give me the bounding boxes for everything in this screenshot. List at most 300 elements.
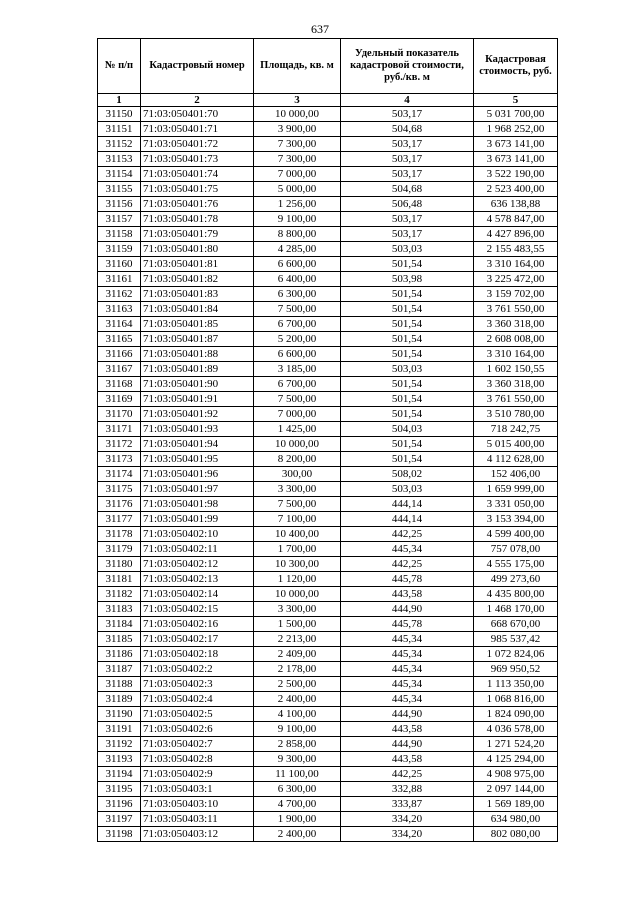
specific-value-cell: 501,54 [341,332,474,347]
table-row [98,692,558,707]
table-row [98,542,558,557]
specific-value-cell: 508,02 [341,467,474,482]
cadastral-number-cell: 71:03:050403:10 [141,797,254,812]
specific-value-cell: 504,68 [341,182,474,197]
column-number: 4 [341,94,474,107]
specific-value-cell: 501,54 [341,257,474,272]
cadastral-value-cell: 1 271 524,20 [474,737,558,752]
cadastral-number-cell: 71:03:050402:17 [141,632,254,647]
cadastral-number-cell: 71:03:050401:72 [141,137,254,152]
table-row [98,152,558,167]
column-number: 5 [474,94,558,107]
specific-value-cell: 503,03 [341,242,474,257]
cadastral-value-cell: 5 015 400,00 [474,437,558,452]
cadastral-value-cell: 1 068 816,00 [474,692,558,707]
cadastral-value-cell: 5 031 700,00 [474,107,558,122]
area-cell: 7 500,00 [254,497,341,512]
cadastral-value-cell: 1 602 150,55 [474,362,558,377]
specific-value-cell: 504,03 [341,422,474,437]
cadastral-number-cell: 71:03:050401:89 [141,362,254,377]
area-cell: 2 178,00 [254,662,341,677]
table-row [98,167,558,182]
table-row [98,587,558,602]
cadastral-number-cell: 71:03:050401:99 [141,512,254,527]
table-row [98,242,558,257]
row-number-cell: 31181 [98,572,141,587]
cadastral-number-cell: 71:03:050401:81 [141,257,254,272]
cadastral-value-cell: 3 310 164,00 [474,347,558,362]
area-cell: 6 700,00 [254,377,341,392]
table-row [98,257,558,272]
area-cell: 9 100,00 [254,212,341,227]
row-number-cell: 31195 [98,782,141,797]
specific-value-cell: 445,34 [341,692,474,707]
area-cell: 1 425,00 [254,422,341,437]
row-number-cell: 31150 [98,107,141,122]
area-cell: 6 400,00 [254,272,341,287]
cadastral-number-cell: 71:03:050401:75 [141,182,254,197]
cadastral-value-cell: 1 113 350,00 [474,677,558,692]
area-cell: 2 409,00 [254,647,341,662]
area-cell: 11 100,00 [254,767,341,782]
header-area: Площадь, кв. м [254,39,341,94]
area-cell: 4 100,00 [254,707,341,722]
specific-value-cell: 444,90 [341,707,474,722]
cadastral-value-cell: 4 427 896,00 [474,227,558,242]
area-cell: 6 600,00 [254,257,341,272]
table-row [98,107,558,122]
specific-value-cell: 504,68 [341,122,474,137]
specific-value-cell: 503,17 [341,107,474,122]
row-number-cell: 31185 [98,632,141,647]
area-cell: 1 900,00 [254,812,341,827]
header-row [98,39,558,94]
column-number: 1 [98,94,141,107]
cadastral-value-cell: 718 242,75 [474,422,558,437]
row-number-cell: 31170 [98,407,141,422]
table-row [98,272,558,287]
specific-value-cell: 443,58 [341,587,474,602]
area-cell: 9 300,00 [254,752,341,767]
table-row [98,362,558,377]
area-cell: 2 400,00 [254,692,341,707]
area-cell: 7 300,00 [254,137,341,152]
row-number-cell: 31163 [98,302,141,317]
table-row [98,812,558,827]
table-row [98,737,558,752]
cadastral-value-cell: 636 138,88 [474,197,558,212]
area-cell: 9 100,00 [254,722,341,737]
cadastral-value-cell: 3 522 190,00 [474,167,558,182]
cadastral-number-cell: 71:03:050401:85 [141,317,254,332]
cadastral-number-cell: 71:03:050401:79 [141,227,254,242]
table-row [98,422,558,437]
specific-value-cell: 445,78 [341,572,474,587]
cadastral-number-cell: 71:03:050401:97 [141,482,254,497]
cadastral-number-cell: 71:03:050401:88 [141,347,254,362]
specific-value-cell: 501,54 [341,437,474,452]
header-specific-value: Удельный показатель кадастровой стоимости, руб./кв. м [341,39,474,94]
table-row [98,182,558,197]
specific-value-cell: 445,34 [341,632,474,647]
cadastral-number-cell: 71:03:050401:80 [141,242,254,257]
cadastral-value-cell: 4 125 294,00 [474,752,558,767]
cadastral-number-cell: 71:03:050401:92 [141,407,254,422]
column-number: 3 [254,94,341,107]
row-number-cell: 31189 [98,692,141,707]
header-cadastral-value: Кадастровая стоимость, руб. [474,39,558,94]
row-number-cell: 31190 [98,707,141,722]
row-number-cell: 31162 [98,287,141,302]
cadastral-number-cell: 71:03:050403:11 [141,812,254,827]
row-number-cell: 31173 [98,452,141,467]
row-number-cell: 31188 [98,677,141,692]
table-row [98,677,558,692]
table-row [98,752,558,767]
table-row [98,662,558,677]
row-number-cell: 31174 [98,467,141,482]
cadastral-value-cell: 4 112 628,00 [474,452,558,467]
specific-value-cell: 444,90 [341,602,474,617]
cadastral-value-cell: 3 673 141,00 [474,137,558,152]
specific-value-cell: 503,17 [341,212,474,227]
cadastral-number-cell: 71:03:050401:78 [141,212,254,227]
row-number-cell: 31198 [98,827,141,842]
cadastral-value-cell: 634 980,00 [474,812,558,827]
cadastral-number-cell: 71:03:050401:76 [141,197,254,212]
row-number-cell: 31187 [98,662,141,677]
cadastral-value-cell: 668 670,00 [474,617,558,632]
cadastral-value-cell: 3 153 394,00 [474,512,558,527]
row-number-cell: 31160 [98,257,141,272]
table-row [98,227,558,242]
column-number: 2 [141,94,254,107]
specific-value-cell: 442,25 [341,527,474,542]
table-row [98,617,558,632]
row-number-cell: 31152 [98,137,141,152]
area-cell: 5 200,00 [254,332,341,347]
area-cell: 3 185,00 [254,362,341,377]
table-row [98,122,558,137]
row-number-cell: 31178 [98,527,141,542]
row-number-cell: 31180 [98,557,141,572]
area-cell: 7 500,00 [254,392,341,407]
row-number-cell: 31164 [98,317,141,332]
cadastral-number-cell: 71:03:050402:8 [141,752,254,767]
cadastral-number-cell: 71:03:050402:4 [141,692,254,707]
table-row [98,197,558,212]
area-cell: 1 256,00 [254,197,341,212]
table-row [98,797,558,812]
header-number: № п/п [98,39,141,94]
area-cell: 10 000,00 [254,107,341,122]
cadastral-value-cell: 1 569 189,00 [474,797,558,812]
cadastral-value-cell: 3 510 780,00 [474,407,558,422]
row-number-cell: 31183 [98,602,141,617]
cadastral-value-cell: 3 225 472,00 [474,272,558,287]
specific-value-cell: 501,54 [341,452,474,467]
table-row [98,467,558,482]
area-cell: 3 300,00 [254,482,341,497]
row-number-cell: 31172 [98,437,141,452]
specific-value-cell: 444,90 [341,737,474,752]
specific-value-cell: 332,88 [341,782,474,797]
area-cell: 7 000,00 [254,407,341,422]
cadastral-number-cell: 71:03:050401:96 [141,467,254,482]
area-cell: 2 213,00 [254,632,341,647]
cadastral-value-cell: 969 950,52 [474,662,558,677]
row-number-cell: 31166 [98,347,141,362]
row-number-cell: 31154 [98,167,141,182]
cadastral-number-cell: 71:03:050401:71 [141,122,254,137]
area-cell: 8 800,00 [254,227,341,242]
cadastral-number-cell: 71:03:050401:83 [141,287,254,302]
area-cell: 10 000,00 [254,437,341,452]
cadastral-value-cell: 3 673 141,00 [474,152,558,167]
header-cadastral-number: Кадастровый номер [141,39,254,94]
table-row [98,557,558,572]
area-cell: 5 000,00 [254,182,341,197]
row-number-cell: 31153 [98,152,141,167]
specific-value-cell: 503,17 [341,137,474,152]
row-number-cell: 31151 [98,122,141,137]
specific-value-cell: 503,98 [341,272,474,287]
area-cell: 6 700,00 [254,317,341,332]
cadastral-value-cell: 3 761 550,00 [474,392,558,407]
area-cell: 7 500,00 [254,302,341,317]
cadastral-value-cell: 4 599 400,00 [474,527,558,542]
area-cell: 7 000,00 [254,167,341,182]
cadastral-value-cell: 3 360 318,00 [474,377,558,392]
area-cell: 300,00 [254,467,341,482]
cadastral-value-cell: 4 555 175,00 [474,557,558,572]
cadastral-table [97,38,558,842]
row-number-cell: 31182 [98,587,141,602]
row-number-cell: 31196 [98,797,141,812]
cadastral-value-cell: 4 036 578,00 [474,722,558,737]
table-row [98,377,558,392]
table-row [98,767,558,782]
table-row [98,407,558,422]
cadastral-value-cell: 802 080,00 [474,827,558,842]
specific-value-cell: 444,14 [341,512,474,527]
area-cell: 7 100,00 [254,512,341,527]
area-cell: 10 400,00 [254,527,341,542]
specific-value-cell: 443,58 [341,722,474,737]
row-number-cell: 31171 [98,422,141,437]
specific-value-cell: 442,25 [341,557,474,572]
cadastral-number-cell: 71:03:050401:73 [141,152,254,167]
area-cell: 2 500,00 [254,677,341,692]
specific-value-cell: 503,17 [341,167,474,182]
cadastral-value-cell: 4 578 847,00 [474,212,558,227]
area-cell: 8 200,00 [254,452,341,467]
cadastral-number-cell: 71:03:050402:2 [141,662,254,677]
cadastral-number-cell: 71:03:050402:10 [141,527,254,542]
table-row [98,392,558,407]
specific-value-cell: 501,54 [341,302,474,317]
table-row [98,482,558,497]
specific-value-cell: 442,25 [341,767,474,782]
row-number-cell: 31168 [98,377,141,392]
table-row [98,602,558,617]
cadastral-value-cell: 152 406,00 [474,467,558,482]
cadastral-number-cell: 71:03:050401:82 [141,272,254,287]
area-cell: 1 500,00 [254,617,341,632]
cadastral-number-cell: 71:03:050402:15 [141,602,254,617]
area-cell: 10 000,00 [254,587,341,602]
table-row [98,212,558,227]
specific-value-cell: 444,14 [341,497,474,512]
area-cell: 7 300,00 [254,152,341,167]
specific-value-cell: 506,48 [341,197,474,212]
area-cell: 2 400,00 [254,827,341,842]
table-row [98,512,558,527]
cadastral-value-cell: 499 273,60 [474,572,558,587]
area-cell: 6 300,00 [254,287,341,302]
cadastral-number-cell: 71:03:050401:90 [141,377,254,392]
specific-value-cell: 443,58 [341,752,474,767]
cadastral-value-cell: 985 537,42 [474,632,558,647]
table-row [98,707,558,722]
specific-value-cell: 445,34 [341,542,474,557]
cadastral-number-cell: 71:03:050402:9 [141,767,254,782]
row-number-cell: 31192 [98,737,141,752]
cadastral-number-cell: 71:03:050402:12 [141,557,254,572]
table-row [98,452,558,467]
cadastral-number-cell: 71:03:050401:91 [141,392,254,407]
cadastral-value-cell: 4 908 975,00 [474,767,558,782]
specific-value-cell: 501,54 [341,317,474,332]
cadastral-value-cell: 4 435 800,00 [474,587,558,602]
row-number-cell: 31191 [98,722,141,737]
specific-value-cell: 503,03 [341,362,474,377]
cadastral-number-cell: 71:03:050402:7 [141,737,254,752]
area-cell: 6 300,00 [254,782,341,797]
row-number-cell: 31197 [98,812,141,827]
cadastral-number-cell: 71:03:050401:70 [141,107,254,122]
cadastral-number-cell: 71:03:050401:98 [141,497,254,512]
cadastral-number-cell: 71:03:050402:6 [141,722,254,737]
specific-value-cell: 501,54 [341,392,474,407]
row-number-cell: 31167 [98,362,141,377]
area-cell: 2 858,00 [254,737,341,752]
cadastral-number-cell: 71:03:050402:3 [141,677,254,692]
row-number-cell: 31161 [98,272,141,287]
cadastral-number-cell: 71:03:050402:14 [141,587,254,602]
cadastral-number-cell: 71:03:050401:95 [141,452,254,467]
table-row [98,632,558,647]
table-body [98,107,558,842]
specific-value-cell: 503,17 [341,152,474,167]
cadastral-value-cell: 2 097 144,00 [474,782,558,797]
cadastral-number-cell: 71:03:050402:18 [141,647,254,662]
table-row [98,722,558,737]
specific-value-cell: 333,87 [341,797,474,812]
area-cell: 6 600,00 [254,347,341,362]
cadastral-value-cell: 3 310 164,00 [474,257,558,272]
cadastral-value-cell: 2 608 008,00 [474,332,558,347]
cadastral-number-cell: 71:03:050401:93 [141,422,254,437]
row-number-cell: 31155 [98,182,141,197]
row-number-cell: 31194 [98,767,141,782]
cadastral-number-cell: 71:03:050402:11 [141,542,254,557]
area-cell: 3 300,00 [254,602,341,617]
cadastral-number-cell: 71:03:050401:74 [141,167,254,182]
cadastral-value-cell: 1 072 824,06 [474,647,558,662]
cadastral-value-cell: 2 523 400,00 [474,182,558,197]
specific-value-cell: 445,34 [341,677,474,692]
row-number-cell: 31175 [98,482,141,497]
table-row [98,827,558,842]
cadastral-value-cell: 3 761 550,00 [474,302,558,317]
cadastral-number-cell: 71:03:050402:13 [141,572,254,587]
area-cell: 4 700,00 [254,797,341,812]
specific-value-cell: 501,54 [341,407,474,422]
table-row [98,437,558,452]
area-cell: 3 900,00 [254,122,341,137]
specific-value-cell: 503,17 [341,227,474,242]
table-row [98,287,558,302]
table-row [98,527,558,542]
cadastral-value-cell: 1 968 252,00 [474,122,558,137]
specific-value-cell: 445,78 [341,617,474,632]
cadastral-value-cell: 1 468 170,00 [474,602,558,617]
cadastral-value-cell: 757 078,00 [474,542,558,557]
specific-value-cell: 501,54 [341,347,474,362]
cadastral-value-cell: 1 659 999,00 [474,482,558,497]
row-number-cell: 31157 [98,212,141,227]
table-row [98,347,558,362]
table-row [98,332,558,347]
table-row [98,782,558,797]
page-number: 637 [311,22,329,36]
area-cell: 1 700,00 [254,542,341,557]
specific-value-cell: 501,54 [341,287,474,302]
table-row [98,302,558,317]
cadastral-number-cell: 71:03:050401:94 [141,437,254,452]
specific-value-cell: 503,03 [341,482,474,497]
area-cell: 1 120,00 [254,572,341,587]
row-number-cell: 31177 [98,512,141,527]
specific-value-cell: 445,34 [341,662,474,677]
cadastral-value-cell: 2 155 483,55 [474,242,558,257]
cadastral-value-cell: 3 331 050,00 [474,497,558,512]
table-row [98,572,558,587]
row-number-cell: 31184 [98,617,141,632]
area-cell: 4 285,00 [254,242,341,257]
cadastral-number-cell: 71:03:050403:12 [141,827,254,842]
row-number-cell: 31186 [98,647,141,662]
specific-value-cell: 501,54 [341,377,474,392]
row-number-cell: 31158 [98,227,141,242]
cadastral-number-cell: 71:03:050401:87 [141,332,254,347]
table-row [98,137,558,152]
cadastral-number-cell: 71:03:050403:1 [141,782,254,797]
row-number-cell: 31165 [98,332,141,347]
cadastral-number-cell: 71:03:050402:16 [141,617,254,632]
specific-value-cell: 334,20 [341,812,474,827]
row-number-cell: 31159 [98,242,141,257]
table-row [98,497,558,512]
row-number-cell: 31176 [98,497,141,512]
row-number-cell: 31179 [98,542,141,557]
cadastral-number-cell: 71:03:050402:5 [141,707,254,722]
cadastral-number-cell: 71:03:050401:84 [141,302,254,317]
row-number-cell: 31156 [98,197,141,212]
area-cell: 10 300,00 [254,557,341,572]
cadastral-value-cell: 1 824 090,00 [474,707,558,722]
